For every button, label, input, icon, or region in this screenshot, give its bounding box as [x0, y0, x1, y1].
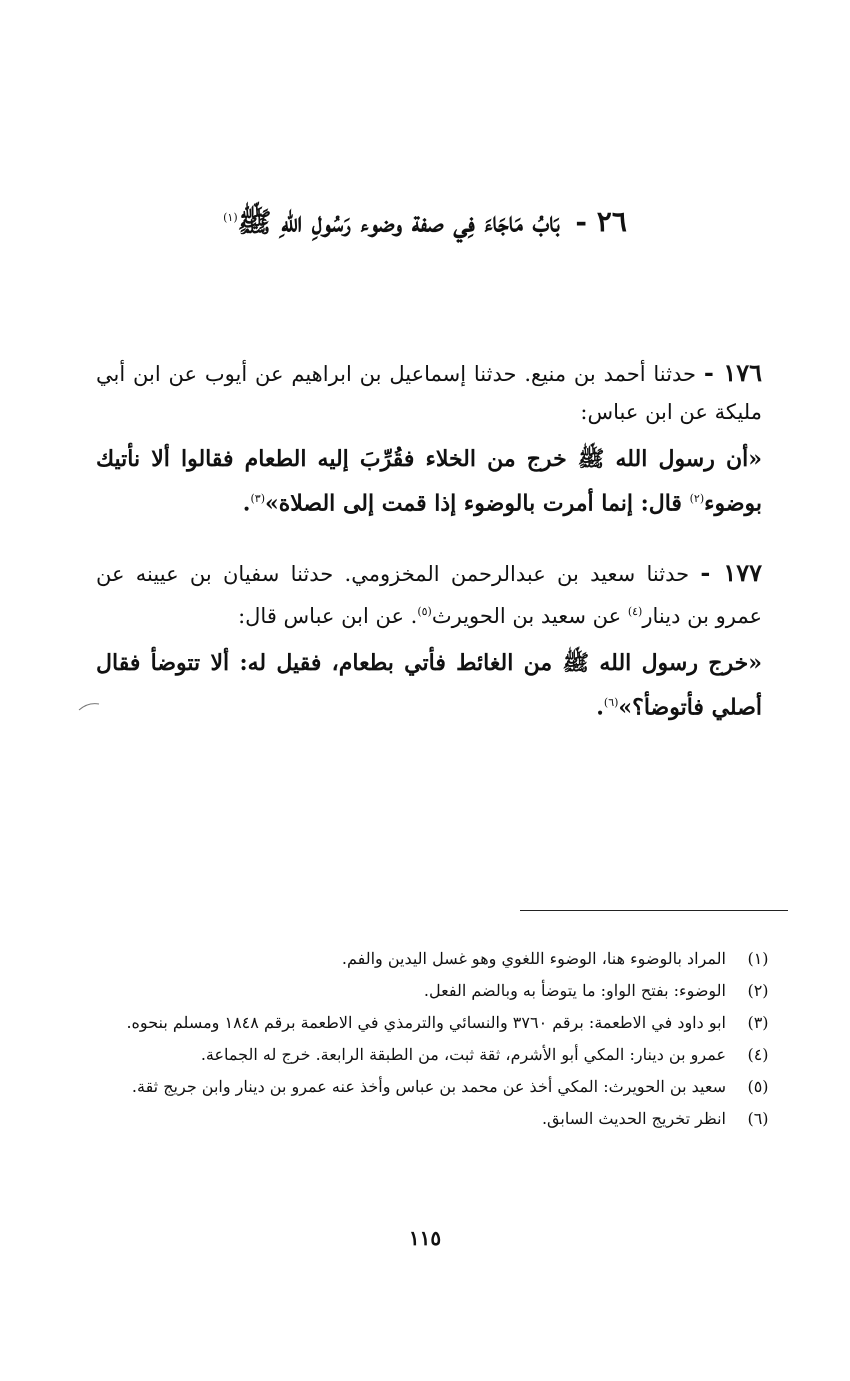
matn-text: «أن رسول الله ﷺ خرج من الخلاء فقُرِّبَ إليه الطعام فقالوا ألا نأتيك بوضوء — [96, 446, 762, 517]
hadith-matn — [96, 643, 762, 727]
chapter-title — [90, 196, 760, 244]
footnote-ref[interactable]: (٥) — [417, 605, 432, 618]
footnote-ref[interactable]: (١) — [223, 211, 238, 224]
isnad-text: . عن ابن عباس قال: — [238, 604, 418, 628]
matn-punctuation: . — [242, 490, 251, 517]
matn-text: «خرج رسول الله ﷺ من الغائط فأتي بطعام، فقيل له: ألا تتوضأ فقال أصلي فأتوضأ؟» — [96, 650, 762, 721]
footnote — [96, 1104, 790, 1134]
footnote-text: عمرو بن دينار: المكي أبو الأشرم، ثقة ثبت، من الطبقة الرابعة. خرج له الجماعة. — [200, 1045, 726, 1064]
hadith-number: ١٧٧ - — [700, 558, 762, 587]
footnote — [96, 976, 790, 1006]
hadith-176 — [96, 354, 762, 523]
footnote-number: (٣) — [747, 1013, 769, 1032]
footnote-ref[interactable]: (٣) — [250, 492, 265, 505]
matn-punctuation: . — [596, 694, 604, 721]
footnote — [96, 1040, 790, 1070]
footnote — [96, 1072, 790, 1102]
footnote-number: (٢) — [747, 981, 769, 1000]
footnote-number: (٥) — [747, 1077, 769, 1096]
footnote-text: المراد بالوضوء هنا، الوضوء اللغوي وهو غسل اليدين والفم. — [341, 949, 726, 968]
footnote-divider — [520, 910, 788, 911]
footnote-ref[interactable]: (٦) — [603, 696, 619, 709]
isnad-text: عن سعيد بن الحويرث — [431, 604, 628, 628]
isnad-text: حدثنا أحمد بن منيع. حدثنا إسماعيل بن ابراهيم عن أيوب عن ابن أبي مليكة عن ابن عباس: — [96, 362, 762, 424]
footnotes — [96, 944, 790, 1136]
footnote — [96, 944, 790, 974]
footnote-number: (٦) — [747, 1109, 769, 1128]
matn-text: قال: إنما أمرت بالوضوء إذا قمت إلى الصلاة» — [264, 490, 690, 517]
hadith-number: ١٧٦ - — [703, 358, 762, 387]
footnote-number: (١) — [747, 949, 769, 968]
hadith-177 — [96, 554, 762, 727]
chapter-title-text: بَابُ مَاجَاءَ فِي صفة وضوء رَسُولِ اللهِ ﷺ — [237, 205, 560, 239]
footnote-text: ابو داود في الاطعمة: برقم ٣٧٦٠ والنسائي والترمذي في الاطعمة برقم ١٨٤٨ ومسلم بنحوه. — [126, 1013, 726, 1032]
footnote-text: الوضوء: بفتح الواو: ما يتوضأ به وبالضم الفعل. — [423, 981, 726, 1000]
hadith-matn — [96, 439, 762, 523]
page-number: ١١٥ — [408, 1226, 442, 1250]
stray-pen-mark — [78, 700, 100, 712]
footnote-ref[interactable]: (٤) — [627, 605, 643, 618]
footnote-ref[interactable]: (٢) — [689, 492, 705, 505]
hadith-isnad — [96, 554, 762, 635]
footnote-text: سعيد بن الحويرث: المكي أخذ عن محمد بن عباس وأخذ عنه عمرو بن دينار وابن جريج ثقة. — [131, 1077, 726, 1096]
footnote-text: انظر تخريج الحديث السابق. — [541, 1109, 726, 1128]
isnad-text: حدثنا سعيد بن عبدالرحمن المخزومي. حدثنا سفيان بن عيينه عن عمرو بن دينار — [96, 562, 762, 628]
chapter-number: ٢٦ - — [575, 205, 627, 239]
hadith-isnad — [96, 354, 762, 431]
footnote-number: (٤) — [747, 1045, 769, 1064]
footnote — [96, 1008, 790, 1038]
